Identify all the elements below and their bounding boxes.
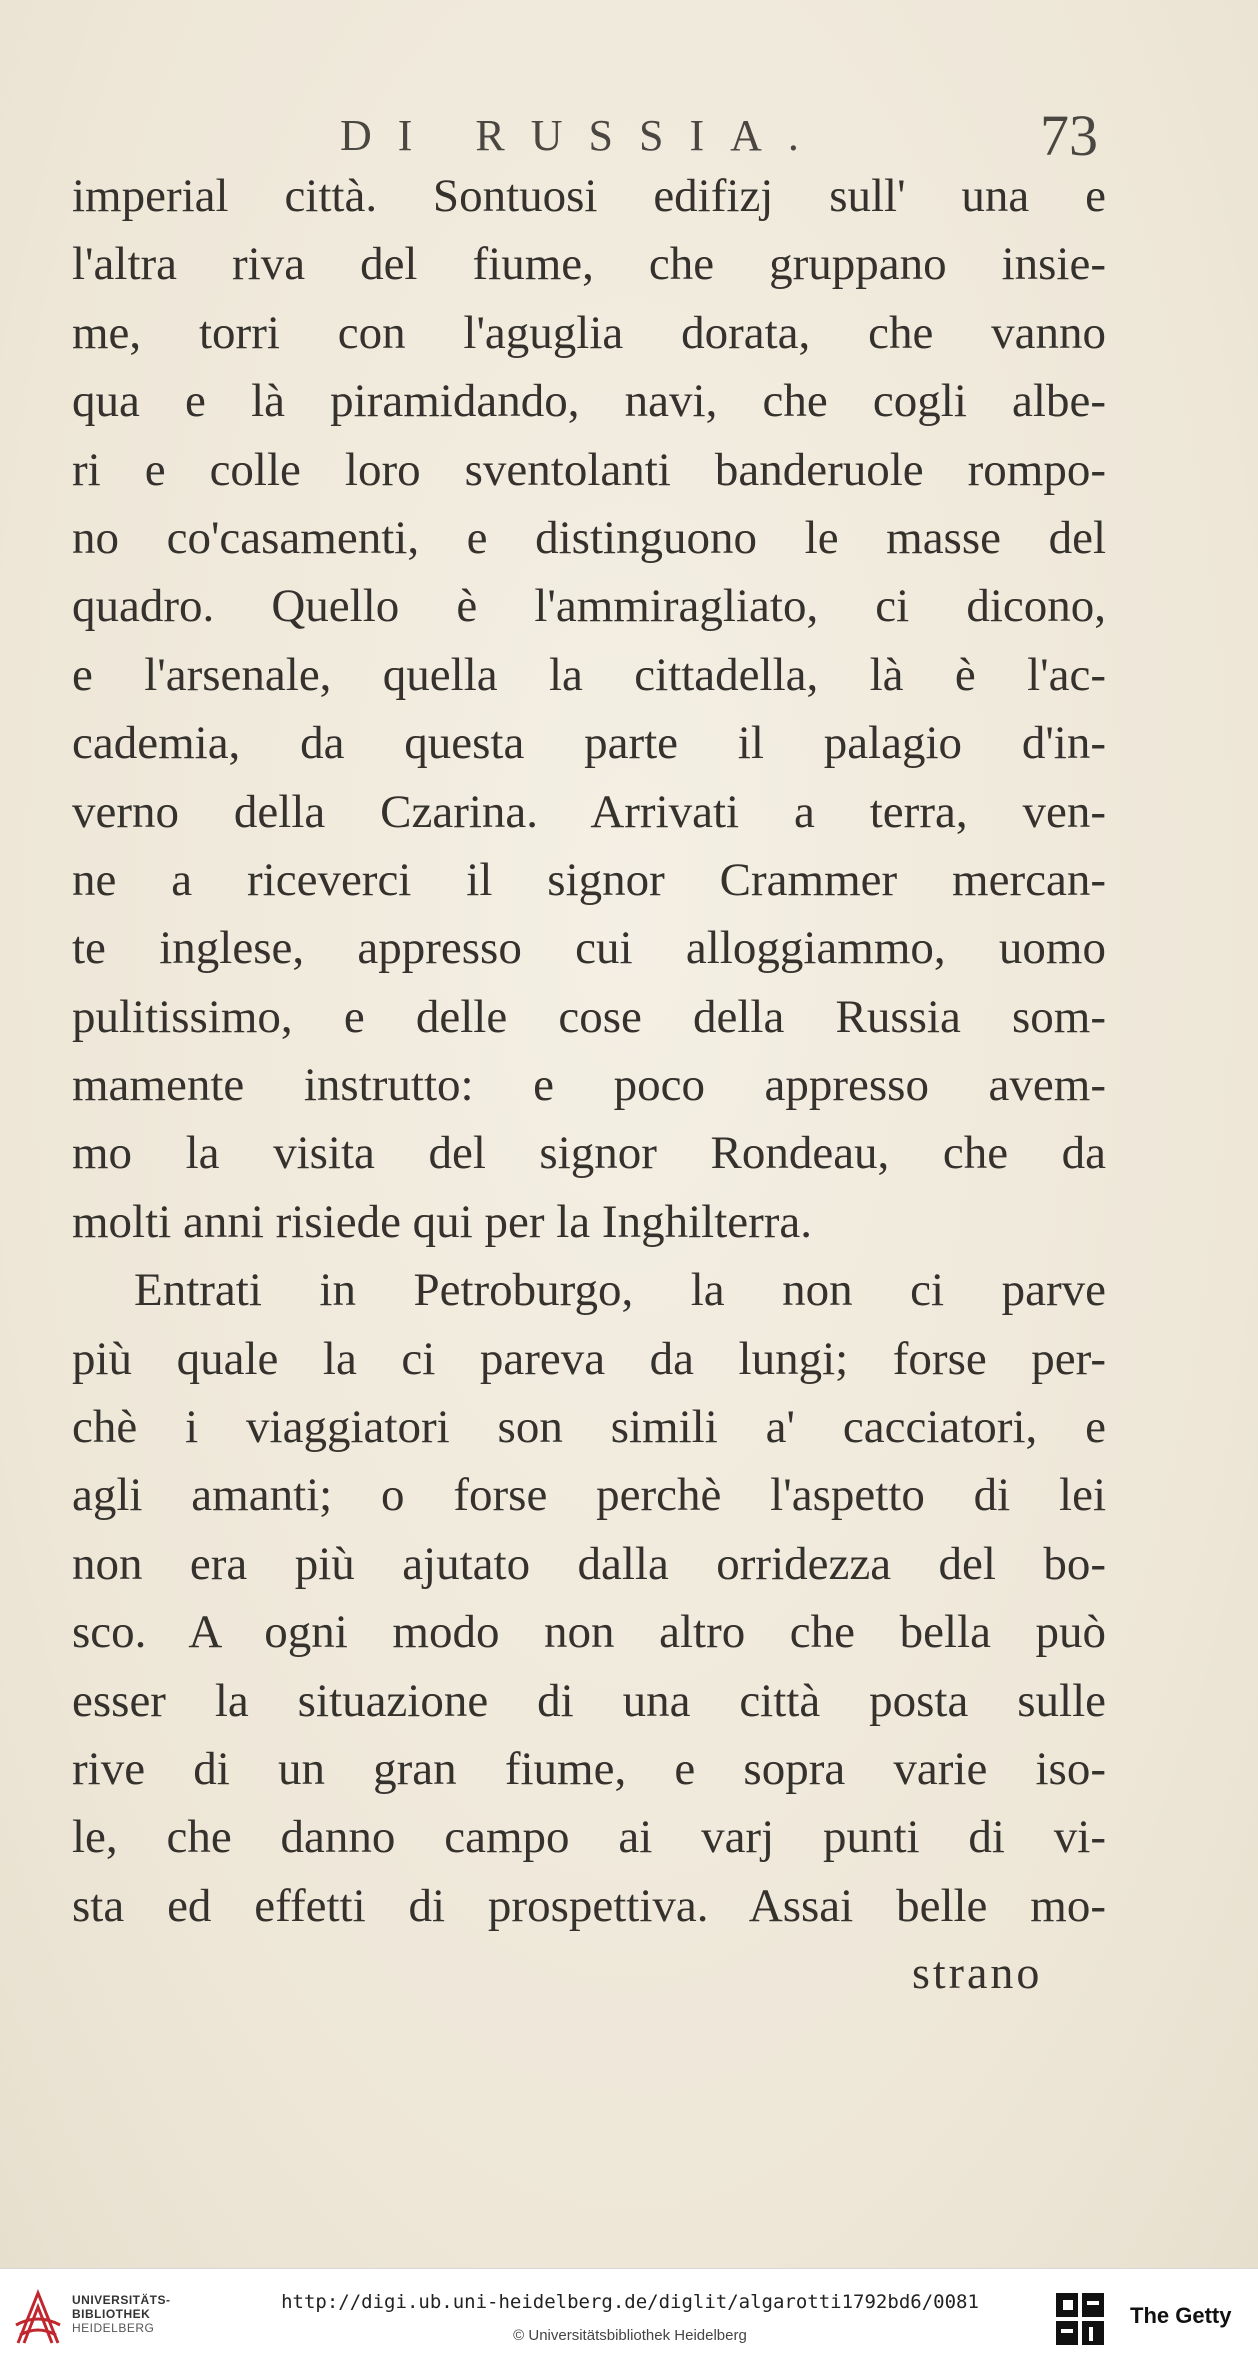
text-line: cademia, da questa parte il palagio d'in-: [72, 717, 1106, 770]
library-name: [72, 2293, 171, 2335]
text-line: chè i viaggiatori son simili a' cacciatori, e: [72, 1401, 1106, 1454]
text-line: molti anni risiede qui per la Inghilterra.: [72, 1195, 813, 1248]
running-head: [0, 103, 1258, 170]
getty-label: The Getty: [1130, 2303, 1232, 2328]
text-line: sco. A ogni modo non altro che bella può: [72, 1606, 1106, 1659]
page-number: 73: [1040, 103, 1098, 168]
text-line: ri e colle loro sventolanti banderuole rompo-: [72, 443, 1106, 496]
text-line: esser la situazione di una città posta sulle: [72, 1674, 1106, 1727]
body-text: [72, 162, 1106, 1940]
text-line: qua e là piramidando, navi, che cogli albe-: [72, 375, 1106, 428]
text-line: sta ed effetti di prospettiva. Assai belle mo-: [72, 1879, 1106, 1932]
text-line: me, torri con l'aguglia dorata, che vanno: [72, 306, 1106, 359]
text-line: rive di un gran fiume, e sopra varie iso-: [72, 1742, 1106, 1795]
library-name-line: UNIVERSITÄTS-: [72, 2293, 171, 2307]
catchword: strano: [912, 1947, 1043, 1998]
text-line: te inglese, appresso cui alloggiammo, uomo: [72, 922, 1106, 975]
text-line: imperial città. Sontuosi edifizj sull' una e: [72, 170, 1106, 222]
text-line: verno della Czarina. Arrivati a terra, ven-: [72, 785, 1106, 838]
text-line: agli amanti; o forse perchè l'aspetto di lei: [72, 1469, 1106, 1522]
library-name-line: HEIDELBERG: [72, 2321, 155, 2335]
text-line: mamente instrutto: e poco appresso avem-: [72, 1059, 1106, 1112]
text-line: non era più ajutato dalla orridezza del bo-: [72, 1537, 1106, 1590]
text-line: le, che danno campo ai varj punti di vi-: [72, 1811, 1106, 1864]
text-line: pulitissimo, e delle cose della Russia som-: [72, 990, 1106, 1043]
ub-heidelberg-logo-icon: [12, 2285, 64, 2349]
text-line: e l'arsenale, quella la cittadella, là è l'ac-: [72, 648, 1106, 701]
text-line: l'altra riva del fiume, che gruppano insie-: [72, 238, 1106, 291]
library-name-line: BIBLIOTHEK: [72, 2307, 151, 2321]
text-line-paragraph-start: Entrati in Petroburgo, la non ci parve: [134, 1264, 1106, 1317]
text-line: ne a riceverci il signor Crammer mercan-: [72, 853, 1106, 906]
text-line: quadro. Quello è l'ammiragliato, ci dicono,: [72, 580, 1106, 633]
text-line: no co'casamenti, e distinguono le masse del: [72, 511, 1106, 564]
text-line: più quale la ci pareva da lungi; forse per-: [72, 1332, 1106, 1385]
text-line: mo la visita del signor Rondeau, che da: [72, 1127, 1106, 1180]
copyright-text: © Universitätsbibliothek Heidelberg: [513, 2327, 747, 2344]
running-head-title: DI RUSSIA.: [340, 111, 825, 160]
footer-bar: [0, 2268, 1258, 2365]
getty-logo-icon: [1054, 2291, 1106, 2347]
source-url-link[interactable]: http://digi.ub.uni-heidelberg.de/diglit/algarotti1792bd6/0081: [281, 2291, 979, 2313]
